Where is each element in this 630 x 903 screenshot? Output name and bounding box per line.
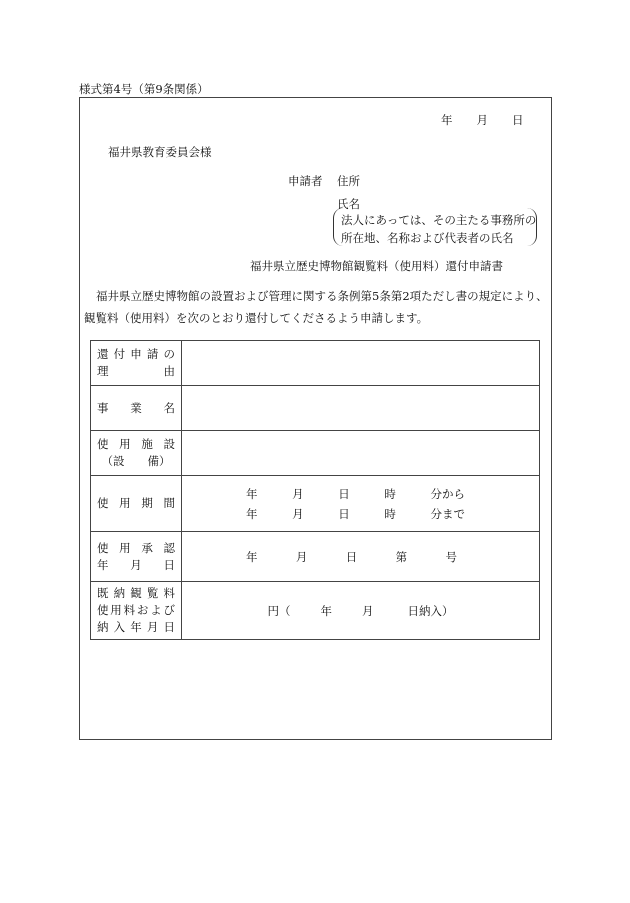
row-project: [91, 386, 540, 431]
row-reason: [91, 341, 540, 386]
paid-line-1: 既 納 観 覧 料: [97, 586, 175, 600]
approval-line-1: 使 用 承 認: [97, 540, 175, 555]
address-label: 住所: [337, 174, 360, 188]
label-paid: [91, 582, 182, 640]
facility-line-1: 使 用 施 設: [97, 437, 175, 451]
date-month: 月: [476, 113, 488, 127]
period-to: 年 月 日 時 分まで: [246, 506, 465, 521]
period-from: 年 月 日 時 分から: [246, 486, 465, 501]
approval-line-2: 年 月 日: [97, 557, 175, 572]
label-project: 事 業 名: [91, 386, 182, 431]
body-text-line-2: 観覧料（使用料）を次のとおり還付してくださるよう申請します。: [84, 311, 429, 325]
value-project[interactable]: [182, 386, 540, 431]
value-period[interactable]: [182, 476, 540, 532]
note-line-2: 所在地、名称および代表者の氏名: [341, 231, 514, 245]
application-table: [90, 340, 540, 640]
row-paid: [91, 582, 540, 640]
value-reason[interactable]: [182, 341, 540, 386]
value-paid[interactable]: [182, 582, 540, 640]
approval-value: 年 月 日 第 号: [246, 549, 457, 564]
date-line: [441, 112, 524, 128]
date-day: 日: [512, 113, 524, 127]
document-title: 福井県立歴史博物館観覧料（使用料）還付申請書: [250, 259, 503, 273]
label-reason: [91, 341, 182, 386]
addressee: 福井県教育委員会様: [108, 145, 212, 159]
reason-line-1: 還 付 申 請 の: [97, 347, 175, 361]
row-period: [91, 476, 540, 532]
label-facility: [91, 431, 182, 476]
row-approval: [91, 532, 540, 582]
label-period: 使 用 期 間: [91, 476, 182, 532]
value-approval[interactable]: [182, 532, 540, 582]
paid-value: 円（ 年 月 日納入）: [267, 603, 454, 618]
applicant-label: 申請者: [288, 174, 323, 188]
paid-line-3: 納 入 年 月 日: [97, 620, 175, 634]
row-facility: [91, 431, 540, 476]
body-text-line-1: 福井県立歴史博物館の設置および管理に関する条例第5条第2項ただし書の規定により、: [96, 289, 548, 303]
paid-line-2: 使 用 料 お よ び: [97, 603, 175, 617]
note-line-1: 法人にあっては、その主たる事務所の: [341, 213, 537, 227]
reason-line-2: 理 由: [97, 364, 175, 378]
facility-line-2: （設 備）: [101, 454, 171, 468]
form-number-label: 様式第4号（第9条関係）: [79, 82, 209, 96]
name-label: 氏名: [337, 197, 360, 211]
value-facility[interactable]: [182, 431, 540, 476]
label-approval: [91, 532, 182, 582]
date-year: 年: [441, 113, 453, 127]
